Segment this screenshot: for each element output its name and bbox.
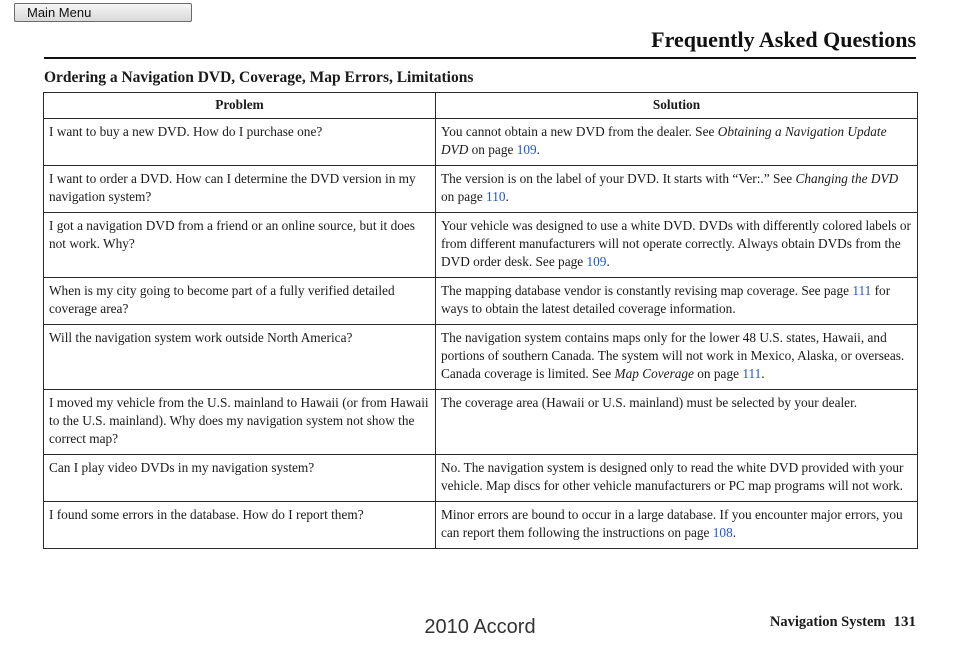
solution-text: . bbox=[536, 142, 540, 157]
main-menu-button[interactable]: Main Menu bbox=[14, 3, 192, 22]
solution-text: on page bbox=[468, 142, 517, 157]
problem-cell: Will the navigation system work outside North America? bbox=[44, 325, 436, 390]
solution-cell bbox=[436, 166, 918, 213]
page-link[interactable]: 108 bbox=[712, 525, 733, 540]
problem-cell: Can I play video DVDs in my navigation system? bbox=[44, 455, 436, 502]
solution-text: on page bbox=[693, 366, 743, 381]
faq-table bbox=[43, 92, 918, 549]
page-link[interactable]: 109 bbox=[516, 142, 537, 157]
page-number: 131 bbox=[893, 614, 916, 630]
solution-text: No. The navigation system is designed only to read the white DVD provided with your vehicle. Map discs for other vehicle manufacturers or PC map programs will not work. bbox=[441, 460, 904, 493]
table-row bbox=[44, 166, 918, 213]
table-row bbox=[44, 502, 918, 549]
solution-text: Minor errors are bound to occur in a large database. If you encounter major errors, you can report them following the instructions on page bbox=[441, 507, 903, 540]
solution-text: The version is on the label of your DVD. It starts with “Ver:.” See bbox=[441, 171, 796, 186]
solution-cell bbox=[436, 455, 918, 502]
page-link[interactable]: 109 bbox=[586, 254, 607, 269]
table-row bbox=[44, 325, 918, 390]
problem-cell: When is my city going to become part of a fully verified detailed coverage area? bbox=[44, 278, 436, 325]
watermark: 2010 Accord bbox=[424, 616, 536, 638]
solution-text: . bbox=[732, 525, 737, 540]
column-header-problem: Problem bbox=[44, 93, 436, 119]
reference-title: Changing the DVD bbox=[795, 171, 899, 186]
solution-text: You cannot obtain a new DVD from the dealer. See bbox=[441, 124, 718, 139]
header-divider bbox=[44, 57, 916, 59]
solution-cell bbox=[436, 119, 918, 166]
page-link[interactable]: 111 bbox=[852, 283, 872, 298]
table-row bbox=[44, 278, 918, 325]
solution-text: on page bbox=[441, 189, 487, 204]
solution-text: The coverage area (Hawaii or U.S. mainland) must be selected by your dealer. bbox=[441, 395, 858, 410]
reference-title: Obtaining a Navigation Update DVD bbox=[441, 124, 887, 157]
solution-text: . bbox=[761, 366, 765, 381]
page-title: Frequently Asked Questions bbox=[651, 27, 916, 52]
problem-cell: I moved my vehicle from the U.S. mainland to Hawaii (or from Hawaii to the U.S. mainland). Why does my navigation system not show the correct map? bbox=[44, 390, 436, 455]
solution-cell bbox=[436, 325, 918, 390]
problem-cell: I got a navigation DVD from a friend or an online source, but it does not work. Why? bbox=[44, 213, 436, 278]
solution-text: Your vehicle was designed to use a white DVD. DVDs with differently colored labels or from different manufacturers will not operate correctly. Always obtain DVDs from the DVD order desk. See page bbox=[441, 218, 911, 269]
solution-text: The navigation system contains maps only for the lower 48 U.S. states, Hawaii, and portions of southern Canada. The system will not work in Mexico, Alaska, or overseas. Canada coverage is limited. See bbox=[441, 330, 905, 381]
column-header-solution: Solution bbox=[436, 93, 918, 119]
page-link[interactable]: 111 bbox=[742, 366, 762, 381]
table-row bbox=[44, 390, 918, 455]
solution-text: . bbox=[606, 254, 610, 269]
table-row bbox=[44, 213, 918, 278]
problem-cell: I want to buy a new DVD. How do I purchase one? bbox=[44, 119, 436, 166]
problem-cell: I want to order a DVD. How can I determine the DVD version in my navigation system? bbox=[44, 166, 436, 213]
solution-text: for ways to obtain the latest detailed coverage information. bbox=[441, 283, 891, 316]
problem-cell: I found some errors in the database. How do I report them? bbox=[44, 502, 436, 549]
solution-cell bbox=[436, 502, 918, 549]
solution-cell bbox=[436, 213, 918, 278]
footer-label: Navigation System bbox=[769, 614, 886, 630]
section-title: Ordering a Navigation DVD, Coverage, Map Errors, Limitations bbox=[44, 69, 474, 86]
table-row bbox=[44, 119, 918, 166]
table-row bbox=[44, 455, 918, 502]
solution-cell bbox=[436, 390, 918, 455]
solution-cell bbox=[436, 278, 918, 325]
table-header-row bbox=[44, 93, 918, 119]
solution-text: The mapping database vendor is constantly revising map coverage. See page bbox=[441, 283, 853, 298]
page-link[interactable]: 110 bbox=[486, 189, 506, 204]
reference-title: Map Coverage bbox=[614, 366, 694, 381]
solution-text: . bbox=[505, 189, 509, 204]
